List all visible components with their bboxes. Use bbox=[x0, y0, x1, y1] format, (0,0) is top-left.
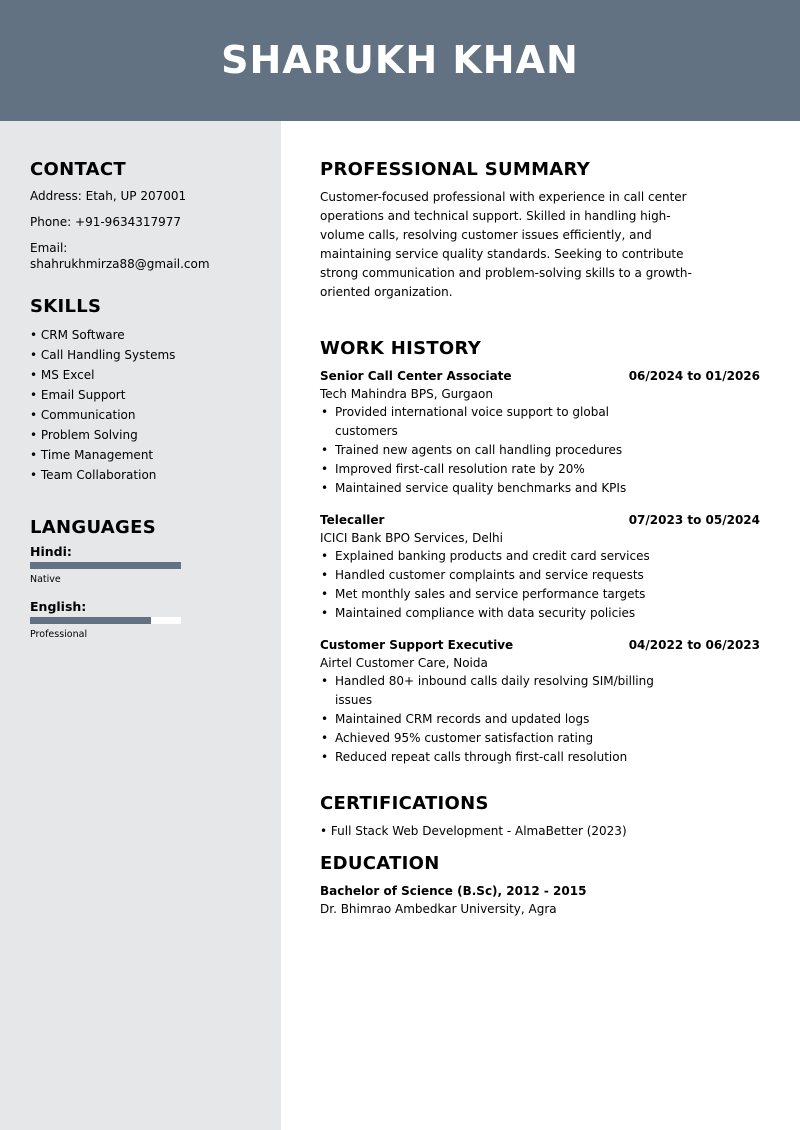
language-item bbox=[30, 599, 251, 640]
summary-heading: PROFESSIONAL SUMMARY bbox=[320, 159, 591, 180]
certification-item: • Full Stack Web Development - AlmaBetter (2023) bbox=[320, 824, 627, 838]
job-bullets bbox=[320, 547, 760, 623]
job-dates: 06/2024 to 01/2026 bbox=[628, 369, 760, 383]
certifications-list bbox=[320, 822, 760, 841]
job-title: Customer Support Executive bbox=[320, 638, 514, 652]
education-heading: EDUCATION bbox=[320, 853, 440, 874]
job-company: ICICI Bank BPO Services, Delhi bbox=[320, 531, 503, 545]
job-title: Telecaller bbox=[320, 513, 385, 527]
skill-item: • Email Support bbox=[30, 388, 126, 402]
job-entry bbox=[320, 367, 760, 498]
skill-item: • Team Collaboration bbox=[30, 468, 157, 482]
contact-heading: CONTACT bbox=[30, 159, 126, 180]
job-entry bbox=[320, 511, 760, 623]
job-bullets bbox=[320, 403, 760, 498]
language-name: English: bbox=[30, 599, 87, 614]
job-title: Senior Call Center Associate bbox=[320, 369, 512, 383]
job-bullets bbox=[320, 672, 760, 767]
language-name: Hindi: bbox=[30, 544, 72, 559]
job-bullet: • Maintained service quality benchmarks and KPIs bbox=[320, 479, 665, 498]
job-bullet: • Achieved 95% customer satisfaction rating bbox=[320, 729, 665, 748]
job-bullet: • Handled customer complaints and service requests bbox=[320, 566, 665, 585]
proficiency-fill bbox=[30, 617, 151, 624]
languages-heading: LANGUAGES bbox=[30, 517, 156, 538]
job-company: Tech Mahindra BPS, Gurgaon bbox=[320, 387, 493, 401]
language-level: Professional bbox=[30, 629, 88, 640]
languages-list bbox=[30, 544, 251, 640]
email-label: Email: bbox=[30, 241, 68, 255]
sidebar bbox=[0, 121, 281, 1130]
job-bullet: • Maintained CRM records and updated logs bbox=[320, 710, 665, 729]
skills-list bbox=[30, 325, 251, 485]
education-school: Dr. Bhimrao Ambedkar University, Agra bbox=[320, 902, 557, 916]
work-list bbox=[320, 367, 760, 767]
skill-item: • Communication bbox=[30, 408, 136, 422]
skill-item: • CRM Software bbox=[30, 328, 125, 342]
work-heading: WORK HISTORY bbox=[320, 338, 482, 359]
main-content bbox=[320, 121, 760, 918]
summary-text: Customer-focused professional with experience in call center operations and technical support. Skilled in handling high-volume calls, resolving customer issues efficiently, and maintaining service quality standards. Seeking to contribute strong communication and problem-solving skills to a growth-oriented organization. bbox=[320, 190, 692, 299]
skill-item: • Problem Solving bbox=[30, 428, 138, 442]
job-bullet: • Improved first-call resolution rate by 20% bbox=[320, 460, 665, 479]
job-bullet: • Trained new agents on call handling procedures bbox=[320, 441, 665, 460]
job-company: Airtel Customer Care, Noida bbox=[320, 656, 488, 670]
job-bullet: • Reduced repeat calls through first-call resolution bbox=[320, 748, 665, 767]
proficiency-fill bbox=[30, 562, 181, 569]
skill-item: • Call Handling Systems bbox=[30, 348, 176, 362]
job-bullet: • Handled 80+ inbound calls daily resolving SIM/billing issues bbox=[320, 672, 665, 710]
education-degree: Bachelor of Science (B.Sc), 2012 - 2015 bbox=[320, 884, 587, 898]
job-bullet: • Maintained compliance with data security policies bbox=[320, 604, 665, 623]
contact-phone: Phone: +91-9634317977 bbox=[30, 215, 182, 229]
job-bullet: • Explained banking products and credit card services bbox=[320, 547, 665, 566]
header bbox=[0, 0, 800, 121]
skill-item: • MS Excel bbox=[30, 368, 95, 382]
certifications-heading: CERTIFICATIONS bbox=[320, 793, 489, 814]
contact-address: Address: Etah, UP 207001 bbox=[30, 189, 187, 203]
candidate-name: SHARUKH KHAN bbox=[221, 37, 579, 82]
job-bullet: • Provided international voice support to global customers bbox=[320, 403, 665, 441]
email-value: shahrukhmirza88@gmail.com bbox=[30, 257, 210, 271]
job-dates: 07/2023 to 05/2024 bbox=[628, 513, 760, 527]
job-bullet: • Met monthly sales and service performance targets bbox=[320, 585, 665, 604]
proficiency-bar bbox=[30, 562, 181, 569]
job-entry bbox=[320, 636, 760, 767]
proficiency-bar bbox=[30, 617, 181, 624]
language-item bbox=[30, 544, 251, 585]
skills-heading: SKILLS bbox=[30, 296, 102, 317]
language-level: Native bbox=[30, 574, 61, 585]
skill-item: • Time Management bbox=[30, 448, 154, 462]
job-dates: 04/2022 to 06/2023 bbox=[628, 638, 760, 652]
contact-email bbox=[30, 240, 251, 272]
